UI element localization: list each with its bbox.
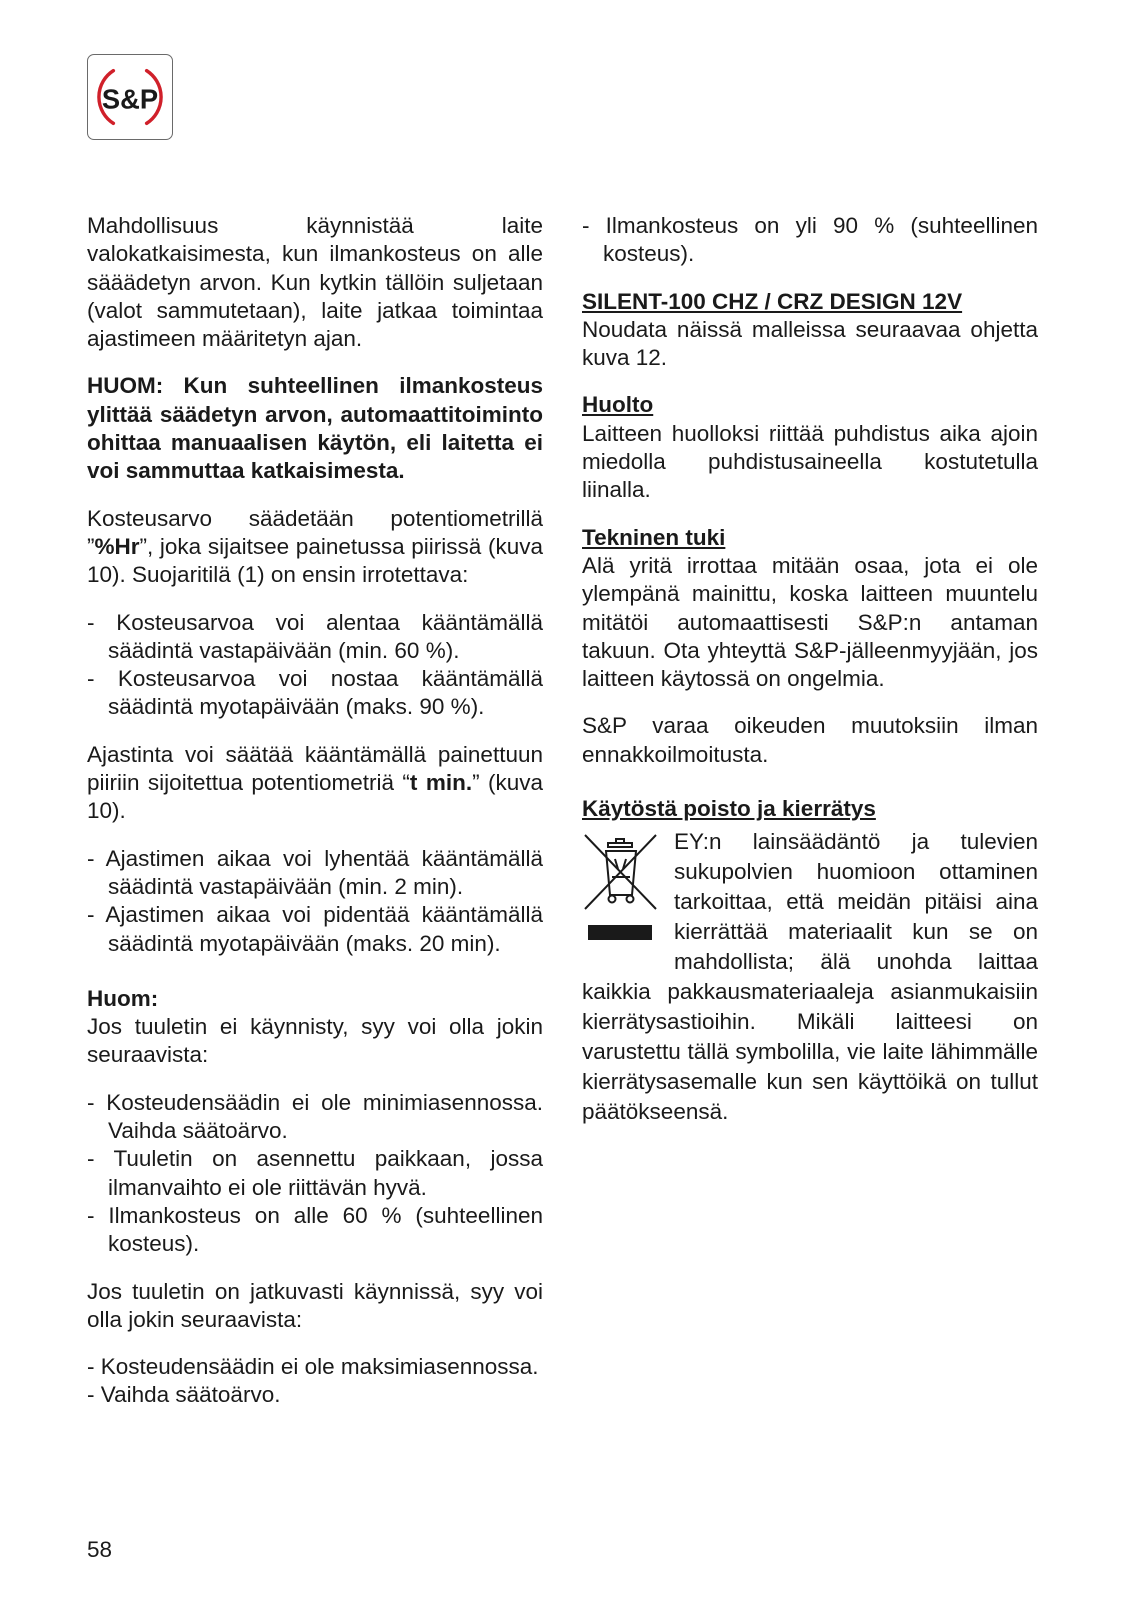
silent-section xyxy=(582,288,1038,373)
tuki-heading: Tekninen tuki xyxy=(582,524,726,550)
brand-logo xyxy=(87,54,173,140)
not-starting-list xyxy=(87,1089,543,1259)
huom-paragraph: Jos tuuletin ei käynnisty, syy voi olla jokin seuraavista: xyxy=(87,1014,543,1068)
kierratys-section xyxy=(582,795,1038,1127)
tuki-section xyxy=(582,524,1038,694)
list-item: - Tuuletin on asennettu paikkaan, jossa ilmanvaihto ei ole riittävän hyvä. xyxy=(87,1145,543,1202)
humidity-high-list xyxy=(582,212,1038,269)
silent-heading: SILENT-100 CHZ / CRZ DESIGN 12V xyxy=(582,288,963,314)
note-bold-paragraph: HUOM: Kun suhteellinen ilmankosteus ylittää säädetyn arvon, automaattitoiminto ohittaa manuaalisen käytön, eli laitetta ei voi sammuttaa katkaisimesta. xyxy=(87,373,543,484)
running-paragraph: Jos tuuletin on jatkuvasti käynnissä, syy voi olla jokin seuraavista: xyxy=(87,1278,543,1332)
timer-label-bold: t min. xyxy=(409,770,473,796)
logo-text: S&P xyxy=(101,83,159,115)
humidity-text-b: ”, joka sijaitsee painetussa piirissä (kuva 10). Suojaritilä (1) on ensin irrotettava: xyxy=(87,533,543,588)
kierratys-body xyxy=(582,827,1038,1127)
sp-logo-icon xyxy=(88,55,172,139)
left-column xyxy=(87,212,543,1429)
list-item: - Kosteudensäädin ei ole minimiasennossa. Vaihda säätoärvo. xyxy=(87,1089,543,1146)
list-item: - Ilmankosteus on yli 90 % (suhteellinen kosteus). xyxy=(582,212,1038,269)
list-item: - Kosteusarvoa voi nostaa kääntämällä säädintä myotapäivään (maks. 90 %). xyxy=(87,665,543,722)
tuki-paragraph: Alä yritä irrottaa mitään osaa, jota ei ole ylempänä mainittu, koska laitteen muuntelu mitätöi automaattisesti S&P:n antaman takuun. Ota yhteyttä S&P-jälleenmyyjään, jos laitteen käytossä on ongelmia. xyxy=(582,552,1038,692)
huom-heading: Huom: xyxy=(87,985,159,1011)
humidity-list xyxy=(87,609,543,722)
varaa-paragraph: S&P varaa oikeuden muutoksiin ilman ennakkoilmoitusta. xyxy=(582,713,1038,767)
humidity-label-bold: %Hr xyxy=(94,533,140,559)
huolto-paragraph: Laitteen huolloksi riittää puhdistus aika ajoin miedolla puhdistusaineella kostutetulla liinalla. xyxy=(582,420,1038,503)
intro-paragraph: Mahdollisuus käynnistää laite valokatkaisimesta, kun ilmankosteus on alle sääädetyn arvon. Kun kytkin tällöin suljetaan (valot sammutetaan), laite jatkaa toimintaa ajastimeen määritetyn ajan. xyxy=(87,213,543,352)
timer-text-b: ” (kuva 10). xyxy=(87,770,544,824)
timer-paragraph xyxy=(87,741,543,826)
kierratys-heading: Käytöstä poisto ja kierrätys xyxy=(582,796,876,822)
kierratys-paragraph: EY:n lainsäädäntö ja tulevien sukupolvien huomioon ottaminen tarkoittaa, että meidän pitäisi aina kierrättää materiaalit kun se on mahdollista; älä unohda laittaa kaikkia pakkausmateriaaleja asianmukaisiin kierrätysastioihin. Mikäli laitteesi on varustettu tällä symbolilla, vie laite lähimmälle kierrätysasemalle kun sen käyttöikä on tullut päätökseensä. xyxy=(582,829,1038,1125)
list-item: - Vaihda säätoärvo. xyxy=(87,1381,543,1409)
list-item: - Ajastimen aikaa voi lyhentää kääntämällä säädintä vastapäivään (min. 2 min). xyxy=(87,845,543,902)
huolto-section xyxy=(582,391,1038,504)
humidity-text-a: Kosteusarvo säädetään potentiometrillä ” xyxy=(87,505,543,559)
list-item: - Kosteudensäädin ei ole maksimiasennossa. xyxy=(87,1353,543,1381)
timer-text-a: Ajastinta voi säätää kääntämällä painettuun piiriin sijoitettua potentiometriä “ xyxy=(87,741,543,796)
list-item: - Ajastimen aikaa voi pidentää kääntämällä säädintä myotapäivään (maks. 20 min). xyxy=(87,901,543,958)
huolto-heading: Huolto xyxy=(582,392,654,418)
humidity-paragraph xyxy=(87,505,543,590)
right-column xyxy=(582,212,1038,1127)
crossed-out-wheelie-bin-icon xyxy=(582,829,660,949)
timer-list xyxy=(87,845,543,958)
running-list xyxy=(87,1353,543,1410)
list-item: - Kosteusarvoa voi alentaa kääntämällä säädintä vastapäivään (min. 60 %). xyxy=(87,609,543,666)
silent-paragraph: Noudata näissä malleissa seuraavaa ohjetta kuva 12. xyxy=(582,316,1038,371)
list-item: - Ilmankosteus on alle 60 % (suhteellinen kosteus). xyxy=(87,1202,543,1259)
page-number: 58 xyxy=(87,1537,113,1562)
